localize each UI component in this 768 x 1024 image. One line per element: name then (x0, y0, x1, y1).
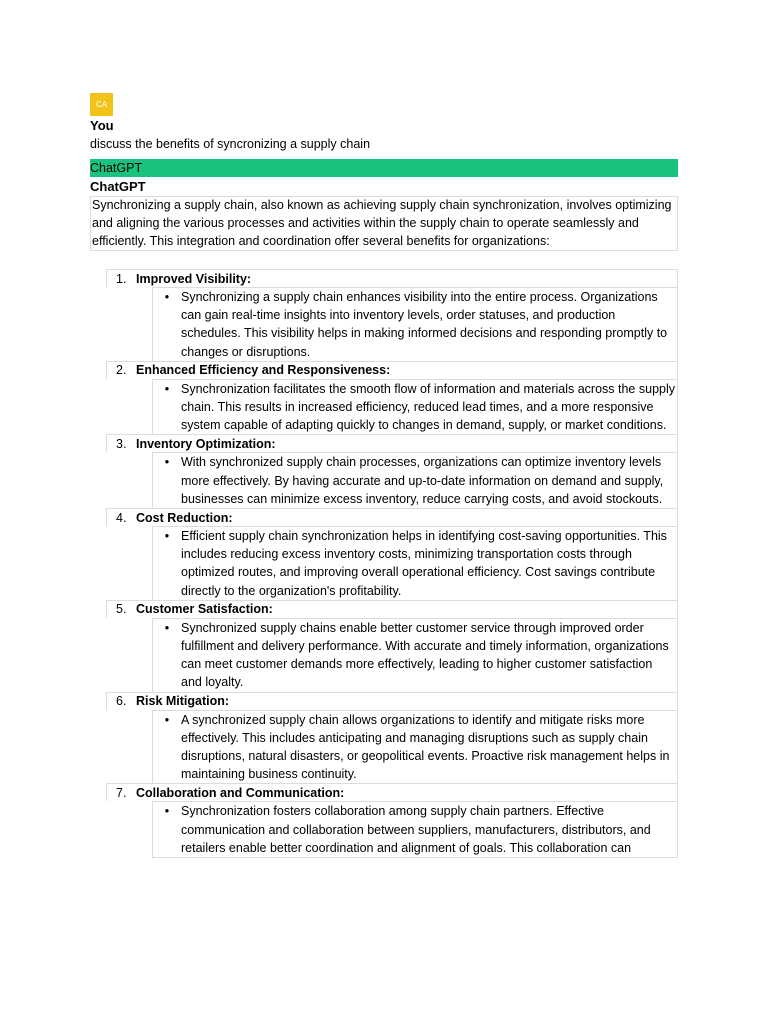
assistant-header-bar: ChatGPT (90, 159, 678, 177)
item-title: Enhanced Efficiency and Responsiveness: (136, 363, 391, 378)
item-title: Customer Satisfaction: (136, 602, 273, 617)
item-title: Improved Visibility: (136, 271, 252, 286)
bullet-icon: • (164, 712, 170, 727)
item-title: Risk Mitigation: (136, 694, 230, 709)
user-name: You (90, 118, 114, 133)
list-item (106, 508, 678, 600)
item-number: 2. (116, 363, 127, 378)
item-text: Synchronization fosters collaboration among supply chain partners. Effective communication and collaboration between suppliers, manufacturers, distributors, and retailers enable better coordination and alignment of goals. This collaboration can (181, 804, 651, 855)
bullet-icon: • (164, 381, 170, 396)
bullet-icon: • (164, 529, 170, 544)
bullet-icon: • (164, 804, 170, 819)
item-text: Efficient supply chain synchronization helps in identifying cost-saving opportunities. This includes reducing excess inventory costs, minimizing transportation costs through optimized routes, and improving overall operational efficiency. Cost savings contribute directly to the organization's profitability. (181, 529, 667, 598)
list-item (106, 269, 678, 361)
bullet-icon: • (164, 455, 170, 470)
item-title: Inventory Optimization: (136, 436, 276, 451)
list-item (106, 600, 678, 692)
item-title: Collaboration and Communication: (136, 785, 345, 800)
item-title: Cost Reduction: (136, 510, 233, 525)
user-message: discuss the benefits of syncronizing a supply chain (90, 137, 371, 151)
item-text: A synchronized supply chain allows organizations to identify and mitigate risks more effectively. This includes anticipating and managing disruptions such as supply chain disruptions, natural disasters, or geopolitical events. Proactive risk management helps in maintaining business continuity. (181, 712, 670, 782)
list-item (106, 692, 678, 784)
item-number: 5. (116, 602, 127, 617)
assistant-intro: Synchronizing a supply chain, also known as achieving supply chain synchronization, involves optimizing and aligning the various processes and activities within the supply chain to operate seamlessly and efficiently. This integration and coordination offer several benefits for organizations: (90, 196, 678, 251)
item-text: Synchronizing a supply chain enhances visibility into the entire process. Organizations can gain real-time insights into inventory levels, order statuses, and production schedules. This visibility helps in making informed decisions and responding promptly to changes or disruptions. (181, 290, 668, 359)
benefits-list (106, 269, 678, 858)
bullet-icon: • (164, 620, 170, 635)
item-text: Synchronized supply chains enable better customer service through improved order fulfillment and delivery performance. With accurate and timely information, organizations can meet customer demands more effectively, leading to higher customer satisfaction and loyalty. (181, 620, 669, 690)
item-number: 7. (116, 785, 127, 800)
item-text: Synchronization facilitates the smooth flow of information and materials across the supply chain. This results in increased efficiency, reduced lead times, and a more responsive system capable of adapting quickly to changes in demand, supply, or market conditions. (181, 381, 675, 433)
assistant-name: ChatGPT (90, 179, 146, 194)
item-text: With synchronized supply chain processes, organizations can optimize inventory levels more effectively. By having accurate and up-to-date information on demand and supply, businesses can minimize excess inventory, reduce carrying costs, and avoid stockouts. (181, 455, 664, 506)
item-number: 4. (116, 510, 127, 525)
user-avatar: CA (90, 93, 113, 116)
item-number: 1. (116, 271, 127, 286)
item-number: 3. (116, 436, 127, 451)
list-item (106, 783, 678, 858)
bullet-icon: • (164, 290, 170, 304)
item-number: 6. (116, 694, 127, 709)
list-item (106, 434, 678, 508)
list-item (106, 361, 678, 435)
